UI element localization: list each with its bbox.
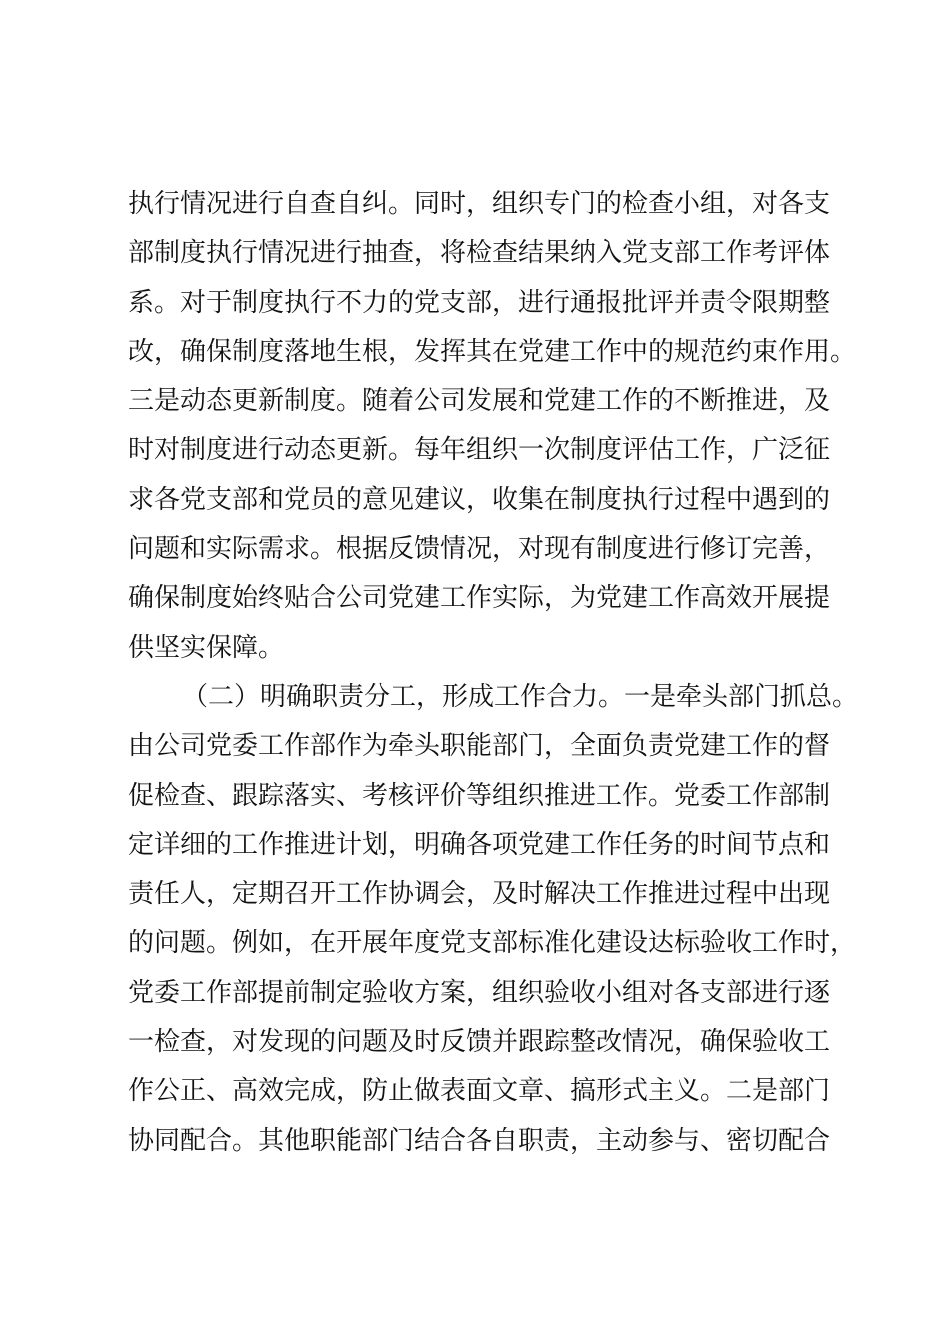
- text-line: 改，确保制度落地生根，发挥其在党建工作中的规范约束作用。: [128, 336, 857, 367]
- text-line: 部制度执行情况进行抽查，将检查结果纳入党支部工作考评体: [128, 238, 831, 269]
- text-line: 一检查，对发现的问题及时反馈并跟踪整改情况，确保验收工: [128, 1027, 831, 1058]
- text-line: 作公正、高效完成，防止做表面文章、搞形式主义。二是部门: [128, 1076, 831, 1107]
- text-line: 促检查、跟踪落实、考核评价等组织推进工作。党委工作部制: [128, 780, 831, 811]
- text-line: 时对制度进行动态更新。每年组织一次制度评估工作，广泛征: [128, 435, 831, 466]
- text-line: 供坚实保障。: [128, 632, 285, 663]
- text-line: 三是动态更新制度。随着公司发展和党建工作的不断推进，及: [128, 386, 831, 417]
- text-line: 系。对于制度执行不力的党支部，进行通报批评并责令限期整: [128, 287, 831, 318]
- section-heading-line: （二）明确职责分工，形成工作合力。一是牵头部门抓总。: [182, 681, 859, 712]
- text-line: 求各党支部和党员的意见建议，收集在制度执行过程中遇到的: [128, 484, 831, 515]
- text-line: 定详细的工作推进计划，明确各项党建工作任务的时间节点和: [128, 829, 831, 860]
- text-line: 党委工作部提前制定验收方案，组织验收小组对各支部进行逐: [128, 977, 831, 1008]
- text-line: 问题和实际需求。根据反馈情况，对现有制度进行修订完善，: [128, 534, 831, 565]
- text-line: 执行情况进行自查自纠。同时，组织专门的检查小组，对各支: [128, 189, 831, 219]
- text-line: 确保制度始终贴合公司党建工作实际，为党建工作高效开展提: [128, 583, 831, 614]
- body-text: [128, 180, 858, 1166]
- text-line: 责任人，定期召开工作协调会，及时解决工作推进过程中出现: [128, 879, 831, 910]
- text-line: 的问题。例如，在开展年度党支部标准化建设达标验收工作时，: [128, 928, 857, 959]
- text-line: 协同配合。其他职能部门结合各自职责，主动参与、密切配合: [128, 1125, 831, 1156]
- text-line: 由公司党委工作部作为牵头职能部门，全面负责党建工作的督: [128, 731, 831, 762]
